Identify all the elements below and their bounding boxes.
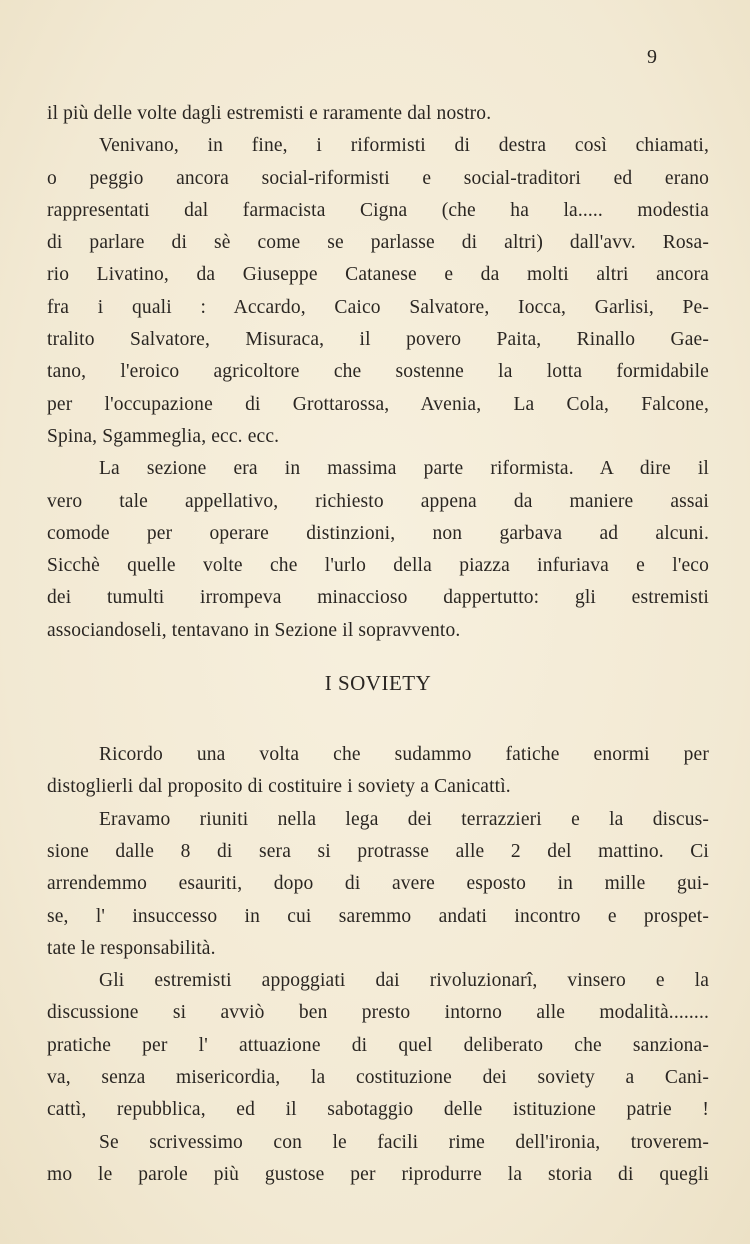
section-heading: I SOVIETY (324, 671, 432, 696)
text-line: va, senza misericordia, la costituzione dei soviety a Cani- (47, 1067, 709, 1089)
text-line: o peggio ancora social-riformisti e social-traditori ed erano (47, 167, 709, 189)
text-line: sione dalle 8 di sera si protrasse alle 2 del mattino. Ci (47, 840, 709, 862)
text-line: La sezione era in massima parte riformista. A dire il (99, 458, 709, 480)
text-line: dei tumulti irrompeva minaccioso dappertutto: gli estremisti (47, 587, 709, 609)
text-line: cattì, repubblica, ed il sabotaggio delle istituzione patrie ! (47, 1099, 709, 1121)
text-line: Spina, Sgammeglia, ecc. ecc. (47, 425, 280, 447)
text-line: Venivano, in fine, i riformisti di destra così chiamati, (99, 135, 709, 157)
text-line: Ricordo una volta che sudammo fatiche enormi per (99, 744, 709, 766)
text-line: tralito Salvatore, Misuraca, il povero Paita, Rinallo Gae- (47, 329, 709, 351)
text-line: Sicchè quelle volte che l'urlo della piazza infuriava e l'eco (47, 555, 709, 577)
text-line: tano, l'eroico agricoltore che sostenne la lotta formidabile (47, 361, 709, 383)
text-line: Eravamo riuniti nella lega dei terrazzieri e la discus- (99, 808, 709, 830)
text-line: pratiche per l' attuazione di quel deliberato che sanziona- (47, 1034, 709, 1056)
text-line: discussione si avviò ben presto intorno alle modalità........ (47, 1002, 709, 1024)
text-line: comode per operare distinzioni, non garbava ad alcuni. (47, 522, 709, 544)
text-line: mo le parole più gustose per riprodurre la storia di quegli (47, 1163, 709, 1185)
text-line: Gli estremisti appoggiati dai rivoluzionarî, vinsero e la (99, 970, 709, 992)
page-number: 9 (647, 46, 657, 68)
body-text (47, 98, 709, 1191)
text-line: associandoseli, tentavano in Sezione il sopravvento. (47, 619, 461, 641)
text-line: Se scrivessimo con le facili rime dell'ironia, troverem- (99, 1131, 709, 1153)
text-line: distoglierli dal proposito di costituire i soviety a Canicattì. (47, 776, 511, 798)
text-line: tate le responsabilità. (47, 937, 216, 959)
text-line: se, l' insuccesso in cui saremmo andati incontro e prospet- (47, 905, 709, 927)
text-line: di parlare di sè come se parlasse di altri) dall'avv. Rosa- (47, 232, 709, 254)
text-line: arrendemmo esauriti, dopo di avere esposto in mille gui- (47, 873, 709, 895)
text-line: vero tale appellativo, richiesto appena da maniere assai (47, 490, 709, 512)
text-line: rio Livatino, da Giuseppe Catanese e da molti altri ancora (47, 264, 709, 286)
text-line: il più delle volte dagli estremisti e raramente dal nostro. (47, 103, 492, 124)
text-line: per l'occupazione di Grottarossa, Avenia, La Cola, Falcone, (47, 393, 709, 415)
text-line: rappresentati dal farmacista Cigna (che ha la..... modestia (47, 199, 709, 221)
heading-spacer (47, 715, 709, 739)
text-line: fra i quali : Accardo, Caico Salvatore, Iocca, Garlisi, Pe- (47, 296, 709, 318)
